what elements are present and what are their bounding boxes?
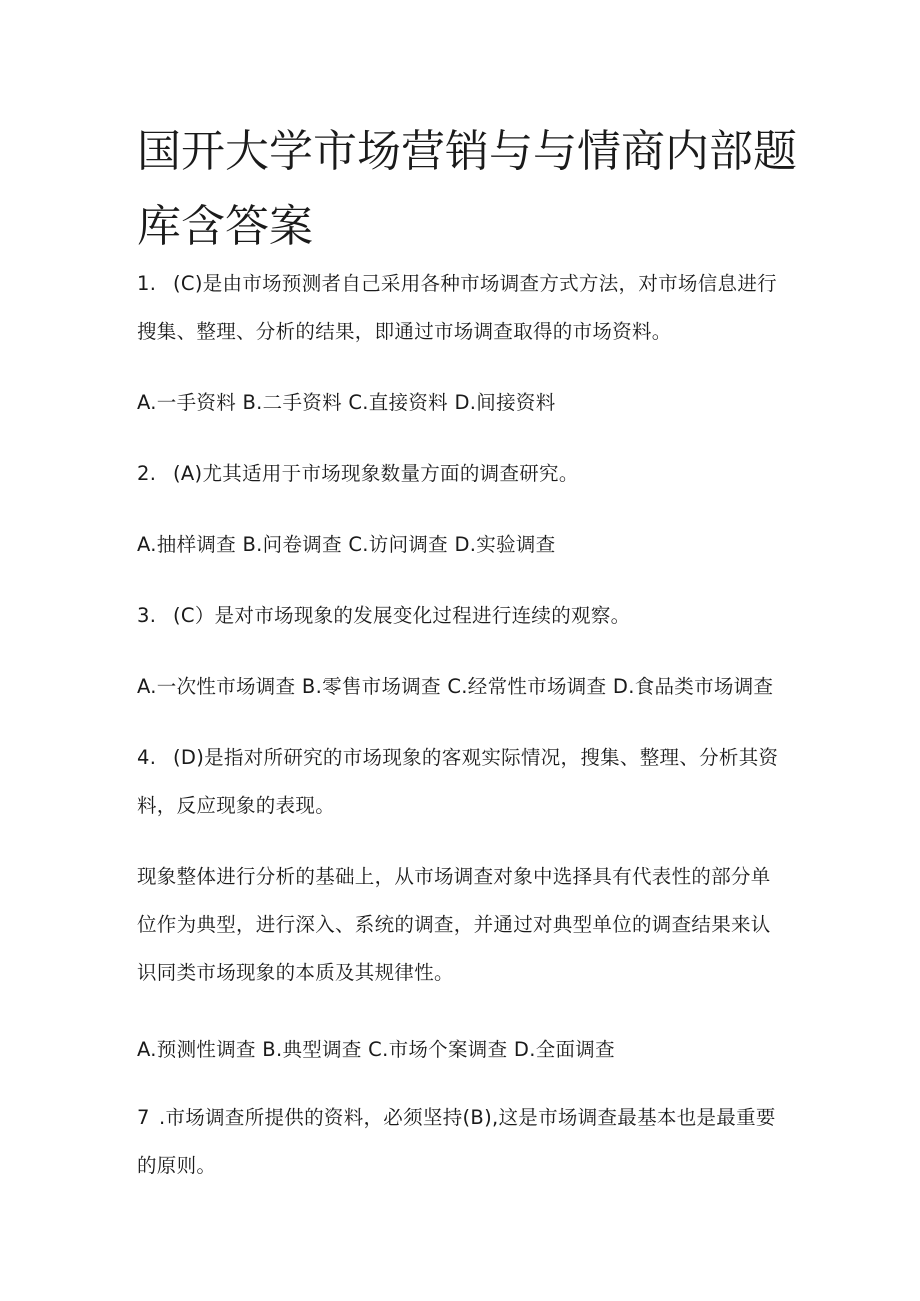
question-3-text: (C）是对市场现象的发展变化过程进行连续的观察。 [173, 604, 631, 627]
question-2-options: A.抽样调查 B.问卷调查 C.访问调查 D.实验调查 [137, 533, 556, 556]
question-2-number: 2. [137, 462, 157, 485]
question-2-text: (A)尤其适用于市场现象数量方面的调查研究。 [173, 462, 579, 485]
question-1-text: (C)是由市场预测者自己采用各种市场调查方式方法，对市场信息进行 [173, 272, 777, 295]
paragraph-line1: 现象整体进行分析的基础上，从市场调查对象中选择具有代表性的部分单 [137, 865, 771, 888]
paragraph-line2: 位作为典型，进行深入、系统的调查，并通过对典型单位的调查结果来认 [137, 913, 771, 936]
question-1-options: A.一手资料 B.二手资料 C.直接资料 D.间接资料 [137, 391, 556, 414]
question-7-number: 7 [137, 1106, 150, 1129]
question-4-number: 4. [137, 746, 157, 769]
question-7-line2: 的原则。 [137, 1154, 217, 1177]
question-1-number: 1. [137, 272, 157, 295]
question-4-line1 [137, 744, 797, 772]
question-3-line1 [137, 602, 797, 630]
question-3-number: 3. [137, 604, 157, 627]
document-title-line1: 国开大学市场营销与与情商内部题 [137, 126, 797, 177]
question-3-options: A.一次性市场调查 B.零售市场调查 C.经常性市场调查 D.食品类市场调查 [137, 675, 774, 698]
question-4-text: (D)是指对所研究的市场现象的客观实际情况，搜集、整理、分析其资 [173, 746, 779, 769]
question-1-line2: 搜集、整理、分析的结果，即通过市场调查取得的市场资料。 [137, 320, 672, 343]
paragraph-line3: 识同类市场现象的本质及其规律性。 [137, 961, 454, 984]
question-2-line1 [137, 460, 797, 488]
question-7-line1 [137, 1104, 797, 1132]
question-7-text: .市场调查所提供的资料，必须坚持(B),这是市场调查最基本也是最重要 [159, 1106, 776, 1129]
question-4-line2: 料，反应现象的表现。 [137, 794, 336, 817]
paragraph-options: A.预测性调查 B.典型调查 C.市场个案调查 D.全面调查 [137, 1038, 615, 1061]
question-1-line1 [137, 270, 797, 298]
document-title-line2: 库含答案 [137, 201, 313, 252]
